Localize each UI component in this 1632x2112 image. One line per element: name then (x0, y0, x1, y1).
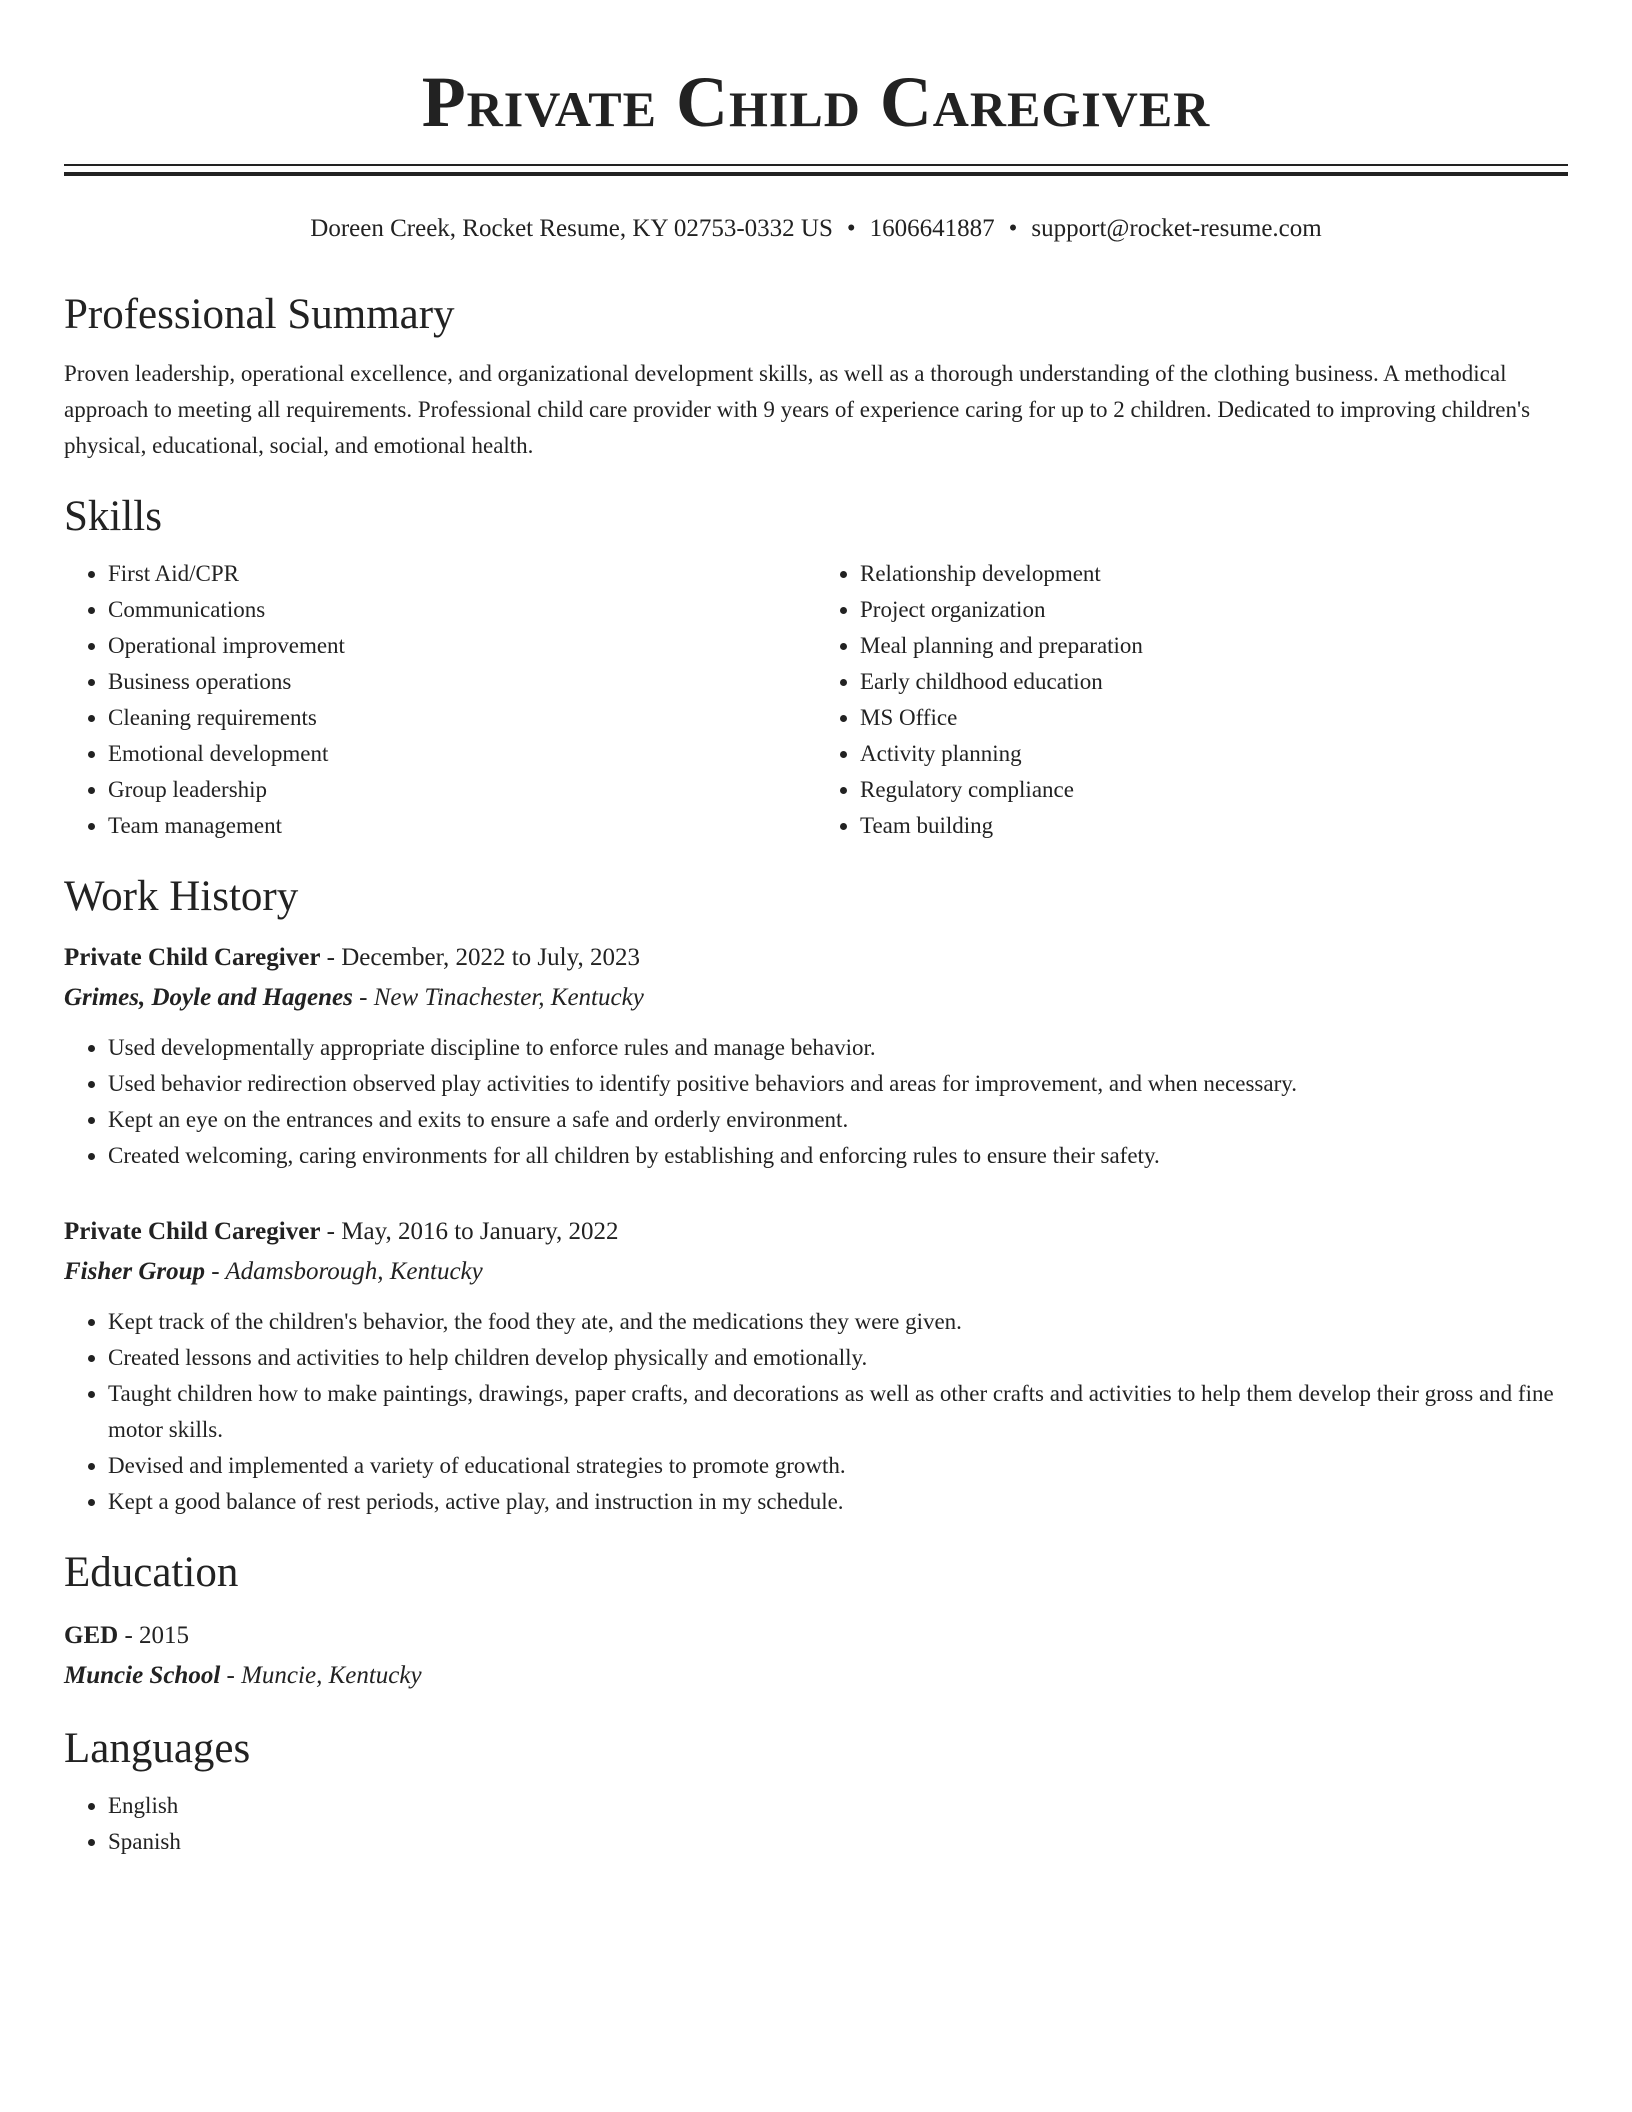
education-degree-line (64, 1616, 1568, 1656)
skill-item: • Meal planning and preparation (860, 628, 1568, 664)
contact-separator: • (1008, 215, 1018, 242)
job-entry (64, 938, 1568, 1174)
job-role: Private Child Caregiver (64, 944, 321, 971)
skills-list-right (816, 556, 1568, 844)
job-company-line (64, 1252, 1568, 1292)
education-location: - Muncie, Kentucky (226, 1662, 422, 1689)
job-bullet: • Devised and implemented a variety of educational strategies to promote growth. (108, 1448, 1568, 1484)
job-dates: - May, 2016 to January, 2022 (326, 1218, 619, 1245)
job-bullet: • Kept a good balance of rest periods, active play, and instruction in my schedule. (108, 1484, 1568, 1520)
job-location: - Adamsborough, Kentucky (211, 1258, 483, 1285)
job-company: Fisher Group (64, 1258, 206, 1285)
language-item: • English (108, 1788, 1568, 1824)
education-school: Muncie School (64, 1662, 221, 1689)
work-history-heading: Work History (64, 873, 299, 920)
job-entry (64, 1212, 1568, 1520)
job-title-line (64, 1212, 1568, 1252)
skill-item: • Group leadership (108, 772, 816, 808)
job-dates: - December, 2022 to July, 2023 (326, 944, 640, 971)
job-bullet: • Used behavior redirection observed play activities to identify positive behaviors and areas for improvement, and when necessary. (108, 1066, 1568, 1102)
contact-email: support@rocket-resume.com (1031, 215, 1322, 242)
contact-line (64, 212, 1568, 246)
job-title-line (64, 938, 1568, 978)
languages-list (64, 1788, 1568, 1860)
skills-heading: Skills (64, 493, 162, 540)
skill-item: • Communications (108, 592, 816, 628)
skill-item: • Regulatory compliance (860, 772, 1568, 808)
education-heading: Education (64, 1549, 239, 1596)
job-company-line (64, 978, 1568, 1018)
education-year: - 2015 (124, 1622, 190, 1649)
job-bullet: • Created welcoming, caring environments for all children by establishing and enforcing rules to ensure their safety. (108, 1138, 1568, 1174)
skill-item: • Cleaning requirements (108, 700, 816, 736)
contact-separator: • (846, 215, 856, 242)
skill-item: • Early childhood education (860, 664, 1568, 700)
language-item: • Spanish (108, 1824, 1568, 1860)
summary-text: Proven leadership, operational excellence, and organizational development skills, as well as a thorough understanding of the clothing business. A methodical approach to meeting all requirements. Professional child care provider with 9 years of experience caring for up to 2 children. Dedicated to improving children's physical, educational, social, and emotional health. (64, 361, 1531, 458)
job-location: - New Tinachester, Kentucky (359, 984, 644, 1011)
education-degree: GED (64, 1622, 119, 1649)
job-bullet: • Kept an eye on the entrances and exits to ensure a safe and orderly environment. (108, 1102, 1568, 1138)
job-bullet: • Used developmentally appropriate discipline to enforce rules and manage behavior. (108, 1030, 1568, 1066)
skill-item: • Emotional development (108, 736, 816, 772)
skill-item: • First Aid/CPR (108, 556, 816, 592)
job-company: Grimes, Doyle and Hagenes (64, 984, 353, 1011)
header-divider-top (64, 164, 1568, 166)
languages-heading: Languages (64, 1725, 251, 1772)
skill-item: • Relationship development (860, 556, 1568, 592)
job-bullet: • Created lessons and activities to help children develop physically and emotionally. (108, 1340, 1568, 1376)
job-role: Private Child Caregiver (64, 1218, 321, 1245)
header-divider-bottom (64, 172, 1568, 176)
skill-item: • Operational improvement (108, 628, 816, 664)
resume-name: Private Child Caregiver (421, 62, 1211, 142)
skill-item: • Project organization (860, 592, 1568, 628)
job-bullet: • Taught children how to make paintings, drawings, paper crafts, and decorations as well as other crafts and activities to help them develop their gross and fine motor skills. (108, 1376, 1568, 1448)
job-bullets (64, 1030, 1568, 1174)
education-school-line (64, 1656, 1568, 1696)
skill-item: • Team building (860, 808, 1568, 844)
skills-list-left (64, 556, 816, 844)
summary-heading: Professional Summary (64, 291, 455, 338)
skill-item: • Activity planning (860, 736, 1568, 772)
skill-item: • Team management (108, 808, 816, 844)
skills-columns (64, 556, 1568, 844)
contact-phone: 1606641887 (869, 215, 995, 242)
job-bullets (64, 1304, 1568, 1520)
contact-address: Doreen Creek, Rocket Resume, KY 02753-0332 US (310, 215, 833, 242)
skill-item: • MS Office (860, 700, 1568, 736)
job-bullet: • Kept track of the children's behavior, the food they ate, and the medications they were given. (108, 1304, 1568, 1340)
education-entry (64, 1616, 1568, 1696)
skill-item: • Business operations (108, 664, 816, 700)
